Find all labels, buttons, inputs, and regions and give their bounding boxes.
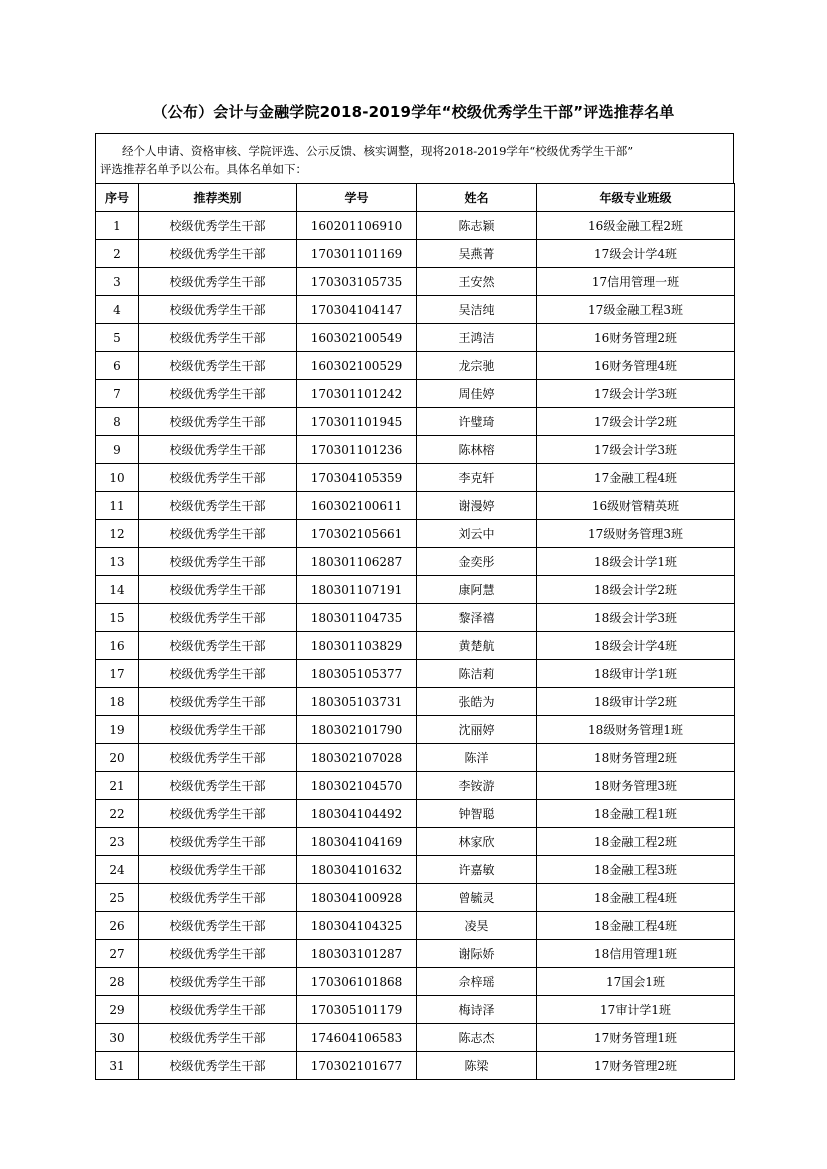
cell-category: 校级优秀学生干部 — [139, 716, 297, 744]
table-row — [96, 520, 735, 548]
cell-name: 李铵游 — [417, 772, 537, 800]
cell-student-id: 180304101632 — [297, 856, 417, 884]
header-category: 推荐类别 — [139, 184, 297, 212]
cell-student-id: 180304104169 — [297, 828, 417, 856]
cell-student-id: 170304105359 — [297, 464, 417, 492]
cell-index: 9 — [96, 436, 139, 464]
cell-index: 21 — [96, 772, 139, 800]
cell-class: 17级会计学3班 — [537, 436, 735, 464]
cell-name: 吴洁纯 — [417, 296, 537, 324]
cell-index: 5 — [96, 324, 139, 352]
cell-category: 校级优秀学生干部 — [139, 632, 297, 660]
cell-class: 16财务管理4班 — [537, 352, 735, 380]
cell-student-id: 180301103829 — [297, 632, 417, 660]
table-row — [96, 548, 735, 576]
cell-index: 25 — [96, 884, 139, 912]
cell-category: 校级优秀学生干部 — [139, 744, 297, 772]
cell-index: 11 — [96, 492, 139, 520]
cell-name: 沈丽婷 — [417, 716, 537, 744]
header-name: 姓名 — [417, 184, 537, 212]
table-row — [96, 324, 735, 352]
table-row — [96, 632, 735, 660]
cell-name: 许嘉敏 — [417, 856, 537, 884]
cell-category: 校级优秀学生干部 — [139, 1024, 297, 1052]
cell-student-id: 180304104325 — [297, 912, 417, 940]
cell-student-id: 170301101236 — [297, 436, 417, 464]
cell-name: 王鸿洁 — [417, 324, 537, 352]
cell-name: 李克轩 — [417, 464, 537, 492]
table-row — [96, 1052, 735, 1080]
cell-class: 18金融工程4班 — [537, 912, 735, 940]
cell-index: 1 — [96, 212, 139, 240]
cell-category: 校级优秀学生干部 — [139, 492, 297, 520]
table-header-row — [96, 184, 735, 212]
cell-class: 17级会计学4班 — [537, 240, 735, 268]
cell-name: 钟智聪 — [417, 800, 537, 828]
table-row — [96, 744, 735, 772]
cell-index: 4 — [96, 296, 139, 324]
document-title: （公布）会计与金融学院2018-2019学年“校级优秀学生干部”评选推荐名单 — [152, 103, 675, 121]
intro-line-2: 评选推荐名单予以公布。具体名单如下： — [100, 162, 307, 176]
cell-student-id: 180305105377 — [297, 660, 417, 688]
cell-student-id: 180301107191 — [297, 576, 417, 604]
cell-class: 16财务管理2班 — [537, 324, 735, 352]
intro-paragraph — [95, 133, 734, 183]
cell-student-id: 180302101790 — [297, 716, 417, 744]
cell-name: 吴燕菁 — [417, 240, 537, 268]
cell-student-id: 170301101242 — [297, 380, 417, 408]
cell-name: 陈林榕 — [417, 436, 537, 464]
cell-category: 校级优秀学生干部 — [139, 240, 297, 268]
cell-name: 佘梓瑶 — [417, 968, 537, 996]
cell-student-id: 180301104735 — [297, 604, 417, 632]
table-row — [96, 268, 735, 296]
cell-category: 校级优秀学生干部 — [139, 1052, 297, 1080]
cell-class: 18级会计学2班 — [537, 576, 735, 604]
cell-index: 29 — [96, 996, 139, 1024]
cell-index: 8 — [96, 408, 139, 436]
header-student-id: 学号 — [297, 184, 417, 212]
table-row — [96, 828, 735, 856]
cell-name: 曾毓灵 — [417, 884, 537, 912]
cell-student-id: 170305101179 — [297, 996, 417, 1024]
cell-class: 18级会计学1班 — [537, 548, 735, 576]
cell-student-id: 180302107028 — [297, 744, 417, 772]
table-row — [96, 660, 735, 688]
cell-name: 陈洁莉 — [417, 660, 537, 688]
cell-category: 校级优秀学生干部 — [139, 212, 297, 240]
cell-index: 10 — [96, 464, 139, 492]
roster-sheet — [95, 133, 734, 1080]
cell-category: 校级优秀学生干部 — [139, 268, 297, 296]
cell-category: 校级优秀学生干部 — [139, 968, 297, 996]
cell-category: 校级优秀学生干部 — [139, 324, 297, 352]
table-row — [96, 408, 735, 436]
cell-class: 17财务管理1班 — [537, 1024, 735, 1052]
table-row — [96, 940, 735, 968]
cell-student-id: 180304100928 — [297, 884, 417, 912]
cell-name: 黄楚航 — [417, 632, 537, 660]
roster-table — [95, 183, 735, 1080]
cell-class: 18信用管理1班 — [537, 940, 735, 968]
cell-index: 16 — [96, 632, 139, 660]
table-row — [96, 492, 735, 520]
cell-class: 18级会计学3班 — [537, 604, 735, 632]
cell-student-id: 160302100549 — [297, 324, 417, 352]
cell-class: 18财务管理2班 — [537, 744, 735, 772]
table-row — [96, 772, 735, 800]
cell-student-id: 160302100611 — [297, 492, 417, 520]
cell-student-id: 170302101677 — [297, 1052, 417, 1080]
table-row — [96, 380, 735, 408]
cell-index: 30 — [96, 1024, 139, 1052]
cell-class: 18财务管理3班 — [537, 772, 735, 800]
cell-category: 校级优秀学生干部 — [139, 380, 297, 408]
cell-student-id: 160302100529 — [297, 352, 417, 380]
cell-category: 校级优秀学生干部 — [139, 408, 297, 436]
cell-class: 18级审计学1班 — [537, 660, 735, 688]
cell-index: 20 — [96, 744, 139, 772]
cell-index: 7 — [96, 380, 139, 408]
cell-class: 17级会计学2班 — [537, 408, 735, 436]
cell-name: 康阿慧 — [417, 576, 537, 604]
cell-index: 26 — [96, 912, 139, 940]
table-row — [96, 296, 735, 324]
cell-student-id: 180303101287 — [297, 940, 417, 968]
table-row — [96, 996, 735, 1024]
cell-category: 校级优秀学生干部 — [139, 296, 297, 324]
cell-category: 校级优秀学生干部 — [139, 604, 297, 632]
cell-class: 18级财务管理1班 — [537, 716, 735, 744]
table-row — [96, 576, 735, 604]
table-row — [96, 352, 735, 380]
cell-index: 3 — [96, 268, 139, 296]
cell-category: 校级优秀学生干部 — [139, 576, 297, 604]
cell-class: 18金融工程3班 — [537, 856, 735, 884]
cell-student-id: 170301101169 — [297, 240, 417, 268]
cell-student-id: 160201106910 — [297, 212, 417, 240]
cell-index: 15 — [96, 604, 139, 632]
cell-class: 18金融工程2班 — [537, 828, 735, 856]
cell-category: 校级优秀学生干部 — [139, 520, 297, 548]
cell-name: 林家欣 — [417, 828, 537, 856]
cell-class: 16级财管精英班 — [537, 492, 735, 520]
cell-index: 13 — [96, 548, 139, 576]
cell-class: 18金融工程4班 — [537, 884, 735, 912]
cell-index: 31 — [96, 1052, 139, 1080]
cell-student-id: 170304104147 — [297, 296, 417, 324]
cell-index: 24 — [96, 856, 139, 884]
cell-name: 张皓为 — [417, 688, 537, 716]
cell-category: 校级优秀学生干部 — [139, 548, 297, 576]
cell-class: 18级审计学2班 — [537, 688, 735, 716]
table-row — [96, 716, 735, 744]
cell-class: 17国会1班 — [537, 968, 735, 996]
cell-class: 17审计学1班 — [537, 996, 735, 1024]
cell-category: 校级优秀学生干部 — [139, 996, 297, 1024]
table-row — [96, 1024, 735, 1052]
cell-name: 许璧琦 — [417, 408, 537, 436]
cell-student-id: 170303105735 — [297, 268, 417, 296]
cell-name: 王安然 — [417, 268, 537, 296]
header-class: 年级专业班级 — [537, 184, 735, 212]
cell-category: 校级优秀学生干部 — [139, 940, 297, 968]
cell-category: 校级优秀学生干部 — [139, 352, 297, 380]
cell-name: 陈洋 — [417, 744, 537, 772]
cell-class: 17财务管理2班 — [537, 1052, 735, 1080]
cell-name: 陈志杰 — [417, 1024, 537, 1052]
cell-name: 陈志颖 — [417, 212, 537, 240]
cell-name: 陈梁 — [417, 1052, 537, 1080]
cell-student-id: 174604106583 — [297, 1024, 417, 1052]
table-row — [96, 240, 735, 268]
cell-name: 金奕彤 — [417, 548, 537, 576]
cell-class: 17级财务管理3班 — [537, 520, 735, 548]
cell-name: 黎泽禧 — [417, 604, 537, 632]
cell-class: 17级金融工程3班 — [537, 296, 735, 324]
cell-name: 谢际娇 — [417, 940, 537, 968]
cell-class: 17金融工程4班 — [537, 464, 735, 492]
cell-name: 周佳婷 — [417, 380, 537, 408]
cell-student-id: 170302105661 — [297, 520, 417, 548]
table-row — [96, 212, 735, 240]
table-row — [96, 968, 735, 996]
cell-index: 2 — [96, 240, 139, 268]
cell-category: 校级优秀学生干部 — [139, 856, 297, 884]
cell-index: 6 — [96, 352, 139, 380]
cell-category: 校级优秀学生干部 — [139, 912, 297, 940]
cell-class: 18级会计学4班 — [537, 632, 735, 660]
cell-class: 18金融工程1班 — [537, 800, 735, 828]
cell-student-id: 180305103731 — [297, 688, 417, 716]
cell-index: 27 — [96, 940, 139, 968]
cell-index: 14 — [96, 576, 139, 604]
table-row — [96, 800, 735, 828]
cell-student-id: 170306101868 — [297, 968, 417, 996]
cell-category: 校级优秀学生干部 — [139, 884, 297, 912]
cell-category: 校级优秀学生干部 — [139, 828, 297, 856]
cell-index: 22 — [96, 800, 139, 828]
cell-category: 校级优秀学生干部 — [139, 772, 297, 800]
cell-category: 校级优秀学生干部 — [139, 800, 297, 828]
cell-category: 校级优秀学生干部 — [139, 436, 297, 464]
cell-student-id: 180304104492 — [297, 800, 417, 828]
cell-name: 谢漫婷 — [417, 492, 537, 520]
intro-line-1: 经个人申请、资格审核、学院评选、公示反馈、核实调整，现将2018-2019学年“校级优秀学生干部” — [122, 144, 634, 158]
cell-name: 刘云中 — [417, 520, 537, 548]
header-index: 序号 — [96, 184, 139, 212]
table-row — [96, 688, 735, 716]
table-row — [96, 464, 735, 492]
cell-student-id: 170301101945 — [297, 408, 417, 436]
cell-category: 校级优秀学生干部 — [139, 464, 297, 492]
table-row — [96, 604, 735, 632]
cell-index: 28 — [96, 968, 139, 996]
cell-name: 凌昊 — [417, 912, 537, 940]
cell-student-id: 180302104570 — [297, 772, 417, 800]
table-row — [96, 436, 735, 464]
cell-student-id: 180301106287 — [297, 548, 417, 576]
cell-index: 18 — [96, 688, 139, 716]
table-row — [96, 856, 735, 884]
cell-class: 16级金融工程2班 — [537, 212, 735, 240]
cell-index: 23 — [96, 828, 139, 856]
cell-class: 17信用管理一班 — [537, 268, 735, 296]
cell-index: 19 — [96, 716, 139, 744]
cell-class: 17级会计学3班 — [537, 380, 735, 408]
cell-name: 梅诗泽 — [417, 996, 537, 1024]
cell-category: 校级优秀学生干部 — [139, 660, 297, 688]
cell-category: 校级优秀学生干部 — [139, 688, 297, 716]
cell-index: 12 — [96, 520, 139, 548]
cell-index: 17 — [96, 660, 139, 688]
cell-name: 龙宗驰 — [417, 352, 537, 380]
table-row — [96, 884, 735, 912]
table-row — [96, 912, 735, 940]
